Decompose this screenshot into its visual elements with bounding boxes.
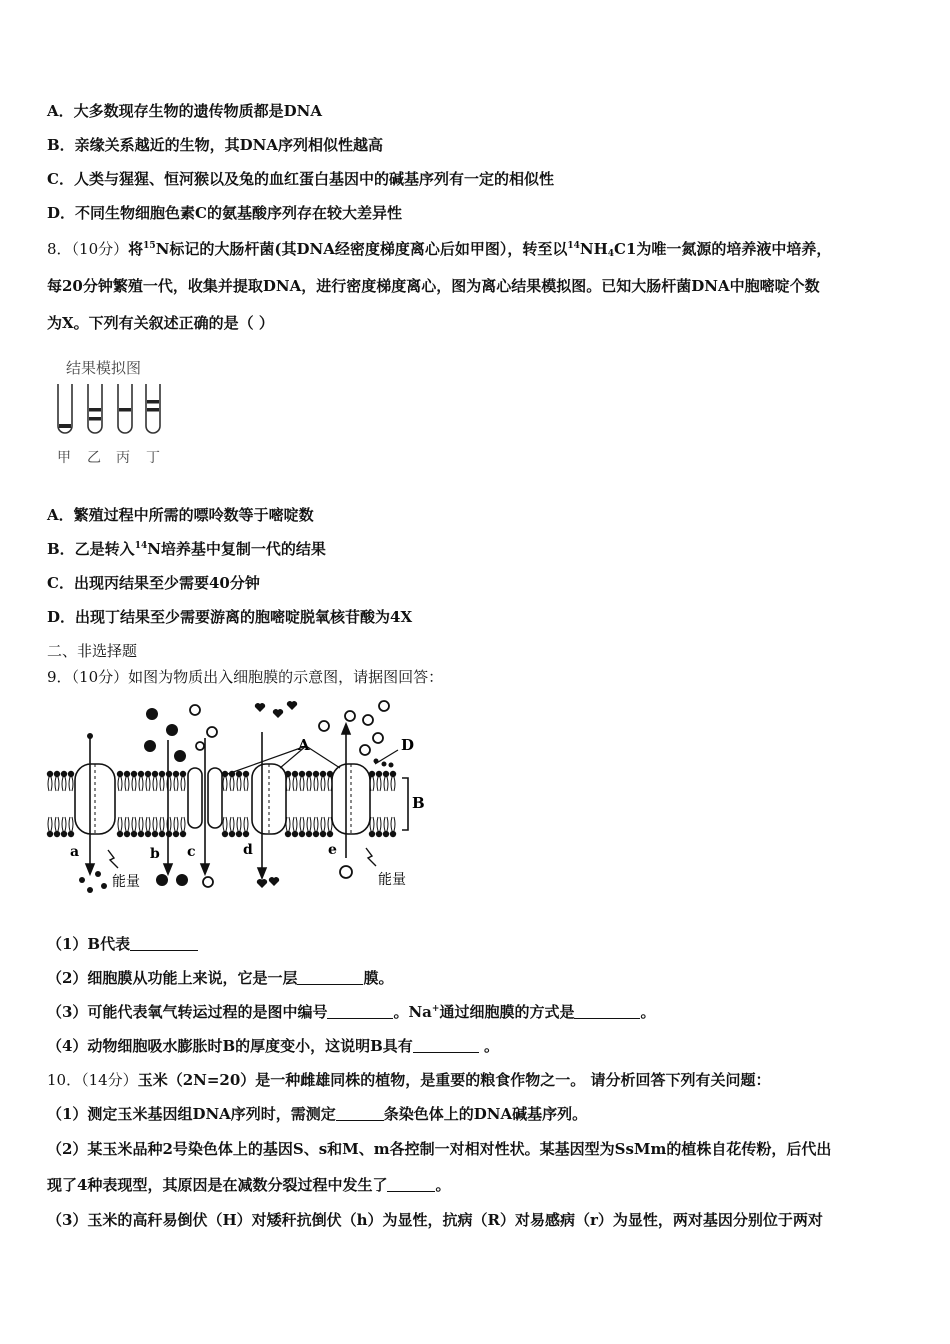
band-middle [119, 408, 131, 412]
lipid-tail [307, 817, 311, 831]
lipid-head [68, 831, 74, 837]
q9-sub-3-text: 。 [640, 1003, 656, 1021]
label-d: D [401, 736, 415, 754]
q9-sub-3-text: （3）可能代表氧气转运过程的是图中编号 [47, 1003, 328, 1021]
q8-text: C1为唯一氮源的培养液中培养， [614, 240, 832, 258]
protein-c-left [188, 768, 202, 828]
q9-number: 9． [47, 668, 72, 686]
lipid-head [68, 771, 74, 777]
q9-sub-3-text: 通过细胞膜的方式是 [439, 1003, 575, 1021]
lipid-head [236, 831, 242, 837]
lipid-head [299, 831, 305, 837]
lipid-tail [293, 817, 297, 831]
label-b: B [412, 794, 425, 812]
energy-bolt-right [366, 848, 376, 866]
membrane-figure [40, 698, 430, 908]
q10-sub-1-text: 条染色体上的DNA碱基序列。 [383, 1105, 588, 1123]
answer-blank[interactable] [413, 1038, 479, 1053]
lipid-head [327, 831, 333, 837]
q9-score: （10分） [71, 668, 129, 686]
tube-label-bing: 丙 [116, 450, 130, 466]
lipid-head [390, 831, 396, 837]
lipid-head [306, 771, 312, 777]
q7-option-a: A．大多数现存生物的遗传物质都是DNA [47, 102, 322, 120]
lipid-head [390, 771, 396, 777]
band-light [147, 400, 159, 404]
lipid-head [306, 831, 312, 837]
q8-option-c: C．出现丙结果至少需要40分钟 [47, 574, 260, 592]
lipid-tail [160, 817, 164, 831]
q10-sub-1 [47, 1104, 587, 1124]
q9-sub-3-text: 。Na [393, 1003, 432, 1021]
label-a: a [70, 844, 80, 860]
q9-sub-3-sup: + [431, 1004, 440, 1014]
q8-sup: 14 [567, 241, 580, 251]
molecules-outside [87, 701, 297, 762]
lipid-tail [55, 817, 59, 831]
lipid-head [292, 771, 298, 777]
lipid-head [54, 831, 60, 837]
band-middle [89, 408, 101, 412]
answer-blank[interactable] [297, 970, 363, 985]
q10-sub-2-line-2 [47, 1175, 450, 1195]
lipid-head [383, 831, 389, 837]
lipid-head [376, 771, 382, 777]
q8-line-2: 每20分钟繁殖一代，收集并提取DNA，进行密度梯度离心，图为离心结果模拟图。已知大肠杆菌DNA中胞嘧啶个数 [47, 277, 820, 295]
lipid-tail [321, 817, 325, 831]
q10-sub-2-text: 现了4种表现型，其原因是在减数分裂过程中发生了 [47, 1176, 388, 1194]
q9-sub-4-text: 。 [478, 1037, 500, 1055]
q10-number: 10． [47, 1071, 82, 1089]
lipid-tail [174, 817, 178, 831]
q8-line-1 [47, 239, 831, 259]
answer-blank[interactable] [130, 936, 198, 951]
lipid-head [313, 831, 319, 837]
lipid-tail [125, 817, 129, 831]
q8-score: （10分） [71, 240, 129, 258]
lipid-head [243, 771, 249, 777]
lipid-head [117, 771, 123, 777]
lipid-head [180, 771, 186, 777]
lipid-tail [300, 817, 304, 831]
lipid-tail [181, 817, 185, 831]
lipid-head [369, 831, 375, 837]
lipid-head [124, 831, 130, 837]
q10-stem [47, 1070, 771, 1090]
energy-label-right: 能量 [378, 872, 406, 888]
lipid-head [236, 771, 242, 777]
lipid-tail [230, 817, 234, 831]
protein-e [332, 764, 370, 834]
lipid-head [320, 831, 326, 837]
lipid-head [299, 771, 305, 777]
answer-blank[interactable] [574, 1004, 640, 1019]
lipid-head [229, 831, 235, 837]
q9-sub-1 [47, 934, 198, 954]
q8-option-b-sup: 14 [134, 541, 148, 551]
q7-option-b: B．亲缘关系越近的生物，其DNA序列相似性越高 [47, 136, 384, 154]
lipid-head [222, 831, 228, 837]
q9-sub-2 [47, 968, 393, 988]
lipid-head [131, 771, 137, 777]
lipid-head [152, 771, 158, 777]
tube-label-yi: 乙 [87, 450, 101, 466]
lipid-tail [384, 817, 388, 831]
label-b-small: b [150, 846, 160, 862]
lipid-head [131, 831, 137, 837]
lipid-head [313, 771, 319, 777]
answer-blank[interactable] [387, 1177, 435, 1192]
protein-d [252, 764, 286, 834]
lipid-head [383, 771, 389, 777]
tube-label-ding: 丁 [146, 450, 160, 466]
lipid-head [173, 771, 179, 777]
q10-text: 玉米（2N=20）是一种雌雄同株的植物，是重要的粮食作物之一。 请分析回答下列有关问题： [137, 1071, 771, 1089]
lipid-head [138, 771, 144, 777]
q10-sub-2-line-1: （2）某玉米品种2号染色体上的基因S、s和M、m各控制一对相对性状。某基因型为SsMm的植株自花传粉，后代出 [47, 1140, 832, 1158]
lipid-head [152, 831, 158, 837]
q8-sub: 4 [607, 249, 615, 259]
q8-option-a: A．繁殖过程中所需的嘌呤数等于嘧啶数 [47, 506, 314, 524]
q9-sub-2-text: （2）细胞膜从功能上来说，它是一层 [47, 969, 298, 987]
q10-sub-1-text: （1）测定玉米基因组DNA序列时，需测定 [47, 1105, 336, 1123]
q8-option-b-text: B．乙是转入 [47, 540, 135, 558]
lipid-head [173, 831, 179, 837]
q8-option-b [47, 539, 326, 559]
protein-c-right [208, 768, 222, 828]
q9-sub-4-text: （4）动物细胞吸水膨胀时B的厚度变小，这说明B具有 [47, 1037, 413, 1055]
q8-option-d: D．出现丁结果至少需要游离的胞嘧啶脱氧核苷酸为4X [47, 608, 413, 626]
q9-sub-4 [47, 1036, 499, 1056]
lipid-tail [132, 817, 136, 831]
lipid-tail [314, 817, 318, 831]
q8-line-3: 为X。下列有关叙述正确的是（ ） [47, 314, 274, 332]
lipid-tail [139, 817, 143, 831]
lipid-tail [223, 817, 227, 831]
lipid-head [47, 771, 53, 777]
figure-title: 结果模拟图 [66, 359, 142, 377]
q7-option-d: D．不同生物细胞色素C的氨基酸序列存在较大差异性 [47, 204, 402, 222]
lipid-head [243, 831, 249, 837]
lipid-head [54, 771, 60, 777]
band-middle [89, 417, 101, 421]
lipid-tail [237, 817, 241, 831]
lipid-head [145, 771, 151, 777]
lipid-tail [146, 817, 150, 831]
q8-number: 8． [47, 240, 72, 258]
lipid-head [145, 831, 151, 837]
answer-blank[interactable] [327, 1004, 393, 1019]
q9-sub-1-text: （1）B代表 [47, 935, 131, 953]
label-e: e [328, 842, 337, 858]
centrifuge-figure [52, 354, 182, 469]
label-a-protein: A [298, 736, 310, 754]
lipid-head [292, 831, 298, 837]
q7-option-c: C．人类与猩猩、恒河猴以及兔的血红蛋白基因中的碱基序列有一定的相似性 [47, 170, 554, 188]
tube-label-jia: 甲 [57, 450, 71, 466]
energy-label-left: 能量 [112, 874, 140, 890]
q8-text: 将 [128, 240, 144, 258]
lipid-head [117, 831, 123, 837]
lipid-tail [153, 817, 157, 831]
lipid-head [61, 831, 67, 837]
lipid-head [166, 831, 172, 837]
band-heavy [59, 424, 71, 428]
q10-score: （14分） [81, 1071, 138, 1089]
q9-stem [47, 667, 443, 687]
energy-bolt-left [108, 850, 118, 868]
lipid-head [320, 771, 326, 777]
q8-option-b-text: N培养基中复制一代的结果 [147, 540, 326, 558]
lipid-head [159, 771, 165, 777]
lipid-head [124, 771, 130, 777]
section-heading: 二、非选择题 [47, 642, 138, 660]
label-d-small: d [243, 842, 253, 858]
lipid-tail [377, 817, 381, 831]
lipid-tail [391, 817, 395, 831]
answer-blank[interactable] [336, 1106, 384, 1121]
q10-sub-2-text: 。 [435, 1176, 451, 1194]
lipid-tail [244, 817, 248, 831]
q8-text: N标记的大肠杆菌(其DNA经密度梯度离心后如甲图），转至以 [155, 240, 568, 258]
q9-text: 如图为物质出入细胞膜的示意图，请据图回答： [128, 668, 444, 686]
band-middle [147, 408, 159, 412]
lipid-tail [62, 817, 66, 831]
label-c: c [187, 844, 196, 860]
bracket-b [402, 778, 408, 830]
lipid-head [159, 831, 165, 837]
lipid-tail [48, 817, 52, 831]
q10-sub-3-line-1: （3）玉米的高秆易倒伏（H）对矮秆抗倒伏（h）为显性，抗病（R）对易感病（r）为显性，两对基因分别位于两对 [47, 1211, 823, 1229]
lipid-head [180, 831, 186, 837]
lipid-head [285, 831, 291, 837]
q8-sup: 15 [143, 241, 156, 251]
lipid-head [61, 771, 67, 777]
lipid-tail [69, 817, 73, 831]
q8-text: NH [579, 240, 608, 258]
protein-a [75, 764, 115, 834]
q9-sub-3 [47, 1002, 655, 1022]
lipid-head [376, 831, 382, 837]
lipid-head [47, 831, 53, 837]
lipid-head [138, 831, 144, 837]
q9-sub-2-text: 膜。 [363, 969, 394, 987]
lipid-head [166, 771, 172, 777]
lipid-tail [118, 817, 122, 831]
